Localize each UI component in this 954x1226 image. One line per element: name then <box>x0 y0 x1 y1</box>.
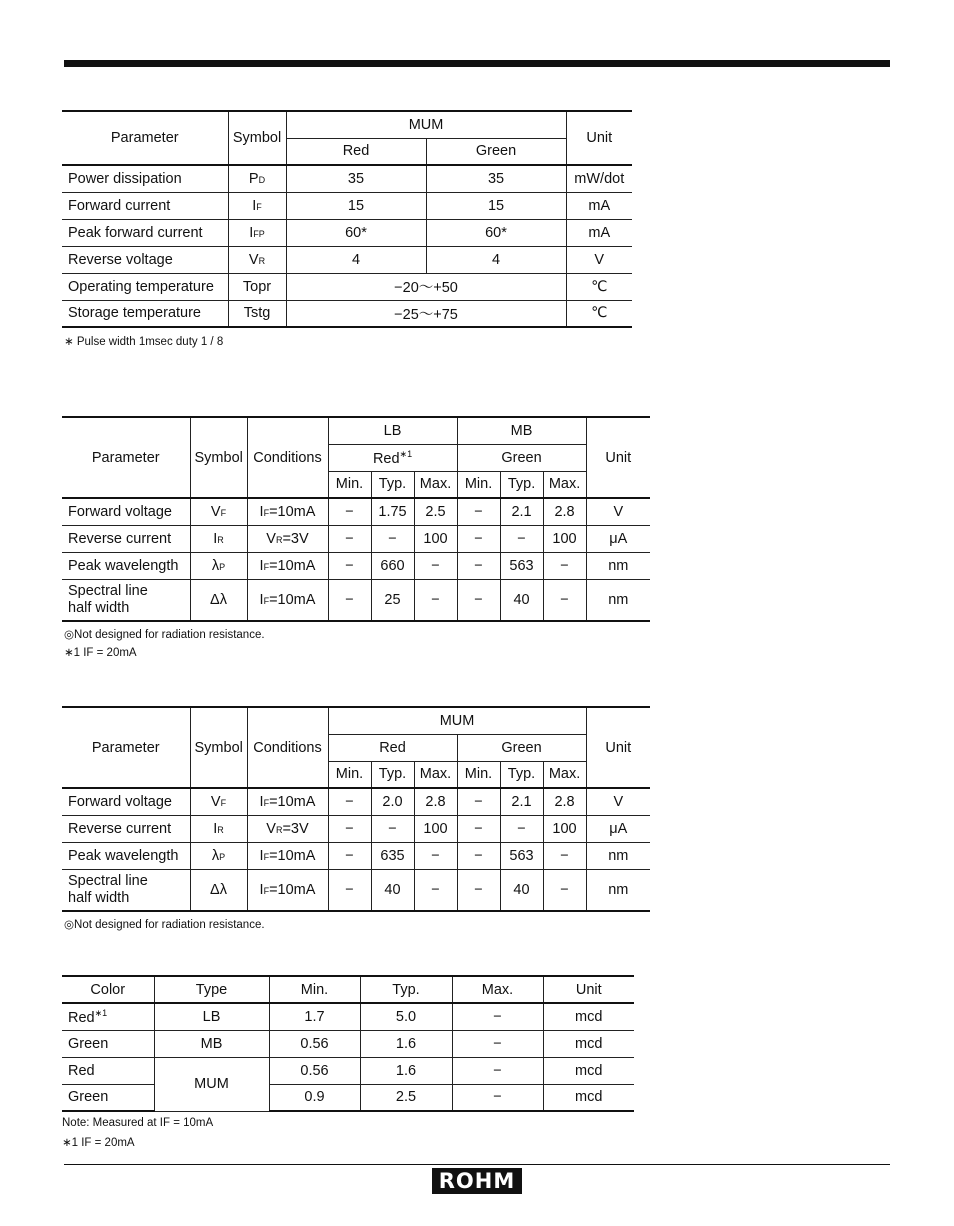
table-row <box>62 1057 634 1084</box>
range-cell: −20〜+50 <box>286 273 566 300</box>
value-cell: − <box>371 525 414 552</box>
col-header-green: Green <box>426 138 566 165</box>
min-cell: 1.7 <box>269 1003 360 1030</box>
footnote-if: ∗1 IF = 20mA <box>62 1137 135 1149</box>
condition-cell <box>247 842 328 869</box>
symbol-subscript: F <box>220 507 227 518</box>
condition-base: I <box>259 591 264 608</box>
color-cell <box>62 1057 154 1084</box>
value-cell: − <box>328 525 371 552</box>
value-cell: − <box>500 815 543 842</box>
parameter-cell: Forward current <box>62 192 228 219</box>
symbol-base: Δλ <box>210 591 227 608</box>
value-cell: 100 <box>414 525 457 552</box>
value-cell: 2.8 <box>414 788 457 815</box>
radiation-note: ◎Not designed for radiation resistance. <box>64 919 265 931</box>
value-cell: − <box>500 525 543 552</box>
value-cell-green: 15 <box>426 192 566 219</box>
condition-subscript: F <box>263 851 270 862</box>
col-header-unit: Unit <box>543 976 634 1003</box>
condition-cell <box>247 815 328 842</box>
symbol-subscript: F <box>256 201 262 212</box>
unit-cell: ℃ <box>566 273 632 300</box>
min-cell: 0.56 <box>269 1057 360 1084</box>
symbol-base: I <box>249 224 254 241</box>
color-label: Red <box>68 1009 95 1026</box>
footnote-if: ∗1 IF = 20mA <box>64 647 137 659</box>
pulse-note: ∗ Pulse width 1msec duty 1 / 8 <box>64 336 224 348</box>
col-header-unit: Unit <box>566 111 632 165</box>
unit-cell: nm <box>586 579 650 621</box>
symbol-cell <box>228 300 286 327</box>
symbol-subscript: P <box>219 851 226 862</box>
unit-cell: nm <box>586 869 650 911</box>
typ-cell: 1.6 <box>360 1057 452 1084</box>
symbol-cell <box>190 525 247 552</box>
value-cell: − <box>371 815 414 842</box>
col-header-unit: Unit <box>586 417 650 498</box>
col-header-red: Red <box>328 734 457 761</box>
symbol-cell <box>190 869 247 911</box>
col-header-red: Red$^{∗1}$ <box>328 444 457 471</box>
condition-subscript: F <box>263 595 270 606</box>
condition-value: =3V <box>282 530 309 547</box>
table-row <box>62 552 650 579</box>
col-header-symbol: Symbol <box>190 707 247 788</box>
col-header-min: Min. <box>457 471 500 498</box>
table-row <box>62 219 632 246</box>
value-cell: − <box>457 498 500 525</box>
col-header-parameter: Parameter <box>62 111 228 165</box>
parameter-line: Reverse current <box>68 820 172 837</box>
table-row <box>62 525 650 552</box>
col-header-type: Type <box>154 976 269 1003</box>
unit-cell: μA <box>586 815 650 842</box>
table-row <box>62 579 650 621</box>
value-cell: − <box>328 552 371 579</box>
condition-base: I <box>259 793 264 810</box>
table-row <box>62 273 632 300</box>
value-cell: 100 <box>543 815 586 842</box>
condition-subscript: F <box>263 507 270 518</box>
col-header-min: Min. <box>328 761 371 788</box>
symbol-cell <box>190 498 247 525</box>
symbol-subscript: R <box>258 255 266 266</box>
symbol-cell <box>228 219 286 246</box>
condition-value: =10mA <box>269 557 316 574</box>
condition-subscript: R <box>275 534 283 545</box>
col-header-conditions: Conditions <box>247 707 328 788</box>
col-header-typ: Typ. <box>371 761 414 788</box>
electrical-characteristics-lb-mb-table <box>62 416 650 622</box>
symbol-cell <box>190 579 247 621</box>
parameter-cell: Reverse voltage <box>62 246 228 273</box>
unit-cell: mA <box>566 219 632 246</box>
condition-cell <box>247 498 328 525</box>
parameter-line: Forward voltage <box>68 503 172 520</box>
symbol-subscript: F <box>220 797 227 808</box>
footnote-mark: ∗1 <box>399 448 413 459</box>
table-row <box>62 815 650 842</box>
condition-cell <box>247 788 328 815</box>
condition-subscript: F <box>263 561 270 572</box>
parameter-cell: Storage temperature <box>62 300 228 327</box>
col-header-conditions: Conditions <box>247 417 328 498</box>
symbol-cell <box>190 788 247 815</box>
col-header-parameter: Parameter <box>62 707 190 788</box>
col-header-max: Max. <box>543 471 586 498</box>
value-cell-red: 35 <box>286 165 426 192</box>
table-row <box>62 165 632 192</box>
parameter-cell <box>62 498 190 525</box>
value-cell: 100 <box>414 815 457 842</box>
condition-value: =3V <box>282 820 309 837</box>
unit-cell: mW/dot <box>566 165 632 192</box>
condition-cell <box>247 552 328 579</box>
parameter-line: Spectral line <box>68 872 148 889</box>
value-cell: − <box>457 869 500 911</box>
range-cell: −25〜+75 <box>286 300 566 327</box>
symbol-base: I <box>213 530 218 547</box>
unit-cell: ℃ <box>566 300 632 327</box>
value-cell: 2.1 <box>500 498 543 525</box>
value-cell: − <box>328 869 371 911</box>
col-header-color: Color <box>62 976 154 1003</box>
parameter-cell <box>62 579 190 621</box>
symbol-subscript: P <box>219 561 226 572</box>
unit-cell: μA <box>586 525 650 552</box>
condition-base: I <box>259 847 264 864</box>
table-row <box>62 1084 634 1111</box>
value-cell: 2.8 <box>543 788 586 815</box>
value-cell: − <box>457 579 500 621</box>
value-cell: − <box>328 579 371 621</box>
type-cell: LB <box>154 1003 269 1030</box>
table-row <box>62 192 632 219</box>
color-cell <box>62 1003 154 1030</box>
col-header-typ: Typ. <box>371 471 414 498</box>
col-header-min: Min. <box>328 471 371 498</box>
condition-value: =10mA <box>269 847 316 864</box>
typ-cell: 1.6 <box>360 1030 452 1057</box>
symbol-subscript: R <box>217 824 224 835</box>
value-cell: 25 <box>371 579 414 621</box>
value-cell: 100 <box>543 525 586 552</box>
unit-cell: mcd <box>543 1084 634 1111</box>
value-cell: 563 <box>500 842 543 869</box>
parameter-cell <box>62 815 190 842</box>
parameter-line: Peak wavelength <box>68 847 179 864</box>
unit-cell: V <box>566 246 632 273</box>
col-header-max: Max. <box>414 761 457 788</box>
value-cell-red: 4 <box>286 246 426 273</box>
symbol-base: λ <box>211 847 220 864</box>
value-cell: 1.75 <box>371 498 414 525</box>
value-cell: − <box>328 842 371 869</box>
condition-cell <box>247 579 328 621</box>
col-header-typ: Typ. <box>500 471 543 498</box>
col-header-min: Min. <box>269 976 360 1003</box>
condition-value: =10mA <box>269 881 316 898</box>
max-cell: − <box>452 1030 543 1057</box>
table-row <box>62 869 650 911</box>
parameter-cell <box>62 552 190 579</box>
parameter-cell <box>62 525 190 552</box>
col-header-symbol: Symbol <box>190 417 247 498</box>
condition-subscript: F <box>263 797 270 808</box>
col-header-mum: MUM <box>328 707 586 734</box>
absolute-maximum-ratings-table <box>62 110 632 328</box>
symbol-base: V <box>210 793 221 810</box>
parameter-line: half width <box>68 889 130 906</box>
col-header-unit: Unit <box>586 707 650 788</box>
rohm-logo: ROHM <box>432 1168 522 1194</box>
value-cell: − <box>543 579 586 621</box>
table-row <box>62 842 650 869</box>
col-header-min: Min. <box>457 761 500 788</box>
value-cell-green: 60* <box>426 219 566 246</box>
condition-base: I <box>259 503 264 520</box>
symbol-subscript: R <box>217 534 224 545</box>
condition-subscript: F <box>263 885 270 896</box>
symbol-cell <box>190 815 247 842</box>
parameter-line: Forward voltage <box>68 793 172 810</box>
col-header-typ: Typ. <box>500 761 543 788</box>
value-cell: − <box>457 842 500 869</box>
value-cell: − <box>543 842 586 869</box>
value-cell: − <box>414 842 457 869</box>
value-cell: − <box>414 579 457 621</box>
parameter-cell <box>62 869 190 911</box>
color-cell <box>62 1084 154 1111</box>
condition-value: =10mA <box>269 503 316 520</box>
symbol-base: V <box>210 503 221 520</box>
value-cell-red: 60* <box>286 219 426 246</box>
header-rule <box>64 60 890 67</box>
radiation-note: ◎Not designed for radiation resistance. <box>64 629 265 641</box>
condition-base: I <box>259 881 264 898</box>
max-cell: − <box>452 1084 543 1111</box>
parameter-cell: Operating temperature <box>62 273 228 300</box>
symbol-base: Tstg <box>243 305 271 322</box>
col-header-green: Green <box>457 444 586 471</box>
unit-cell: nm <box>586 552 650 579</box>
value-cell: 635 <box>371 842 414 869</box>
value-cell: 2.1 <box>500 788 543 815</box>
value-cell: 40 <box>500 579 543 621</box>
symbol-base: V <box>248 251 259 268</box>
col-header-red: Red <box>286 138 426 165</box>
condition-base: V <box>266 530 276 547</box>
parameter-cell <box>62 842 190 869</box>
value-cell: 2.8 <box>543 498 586 525</box>
symbol-base: P <box>248 170 259 187</box>
col-header-typ: Typ. <box>360 976 452 1003</box>
condition-cell <box>247 869 328 911</box>
type-cell: MB <box>154 1030 269 1057</box>
symbol-base: I <box>213 820 218 837</box>
col-header-lb: LB <box>328 417 457 444</box>
symbol-subscript: D <box>258 174 266 185</box>
value-cell: − <box>543 552 586 579</box>
symbol-cell <box>228 273 286 300</box>
unit-cell: V <box>586 498 650 525</box>
table-row <box>62 300 632 327</box>
parameter-line: Peak wavelength <box>68 557 179 574</box>
value-cell-green: 35 <box>426 165 566 192</box>
table-row <box>62 788 650 815</box>
electrical-characteristics-mum-table <box>62 706 650 912</box>
symbol-base: I <box>252 197 257 214</box>
measurement-note: Note: Measured at IF = 10mA <box>62 1117 214 1129</box>
condition-subscript: R <box>275 824 283 835</box>
value-cell: 660 <box>371 552 414 579</box>
value-cell: − <box>457 525 500 552</box>
condition-value: =10mA <box>269 793 316 810</box>
parameter-cell <box>62 788 190 815</box>
value-cell: − <box>543 869 586 911</box>
parameter-line: half width <box>68 599 130 616</box>
col-header-parameter: Parameter <box>62 417 190 498</box>
value-cell: − <box>328 815 371 842</box>
col-header-max: Max. <box>452 976 543 1003</box>
symbol-cell <box>228 246 286 273</box>
value-cell-red: 15 <box>286 192 426 219</box>
symbol-cell <box>190 842 247 869</box>
value-cell-green: 4 <box>426 246 566 273</box>
max-cell: − <box>452 1003 543 1030</box>
condition-base: V <box>266 820 276 837</box>
typ-cell: 2.5 <box>360 1084 452 1111</box>
min-cell: 0.9 <box>269 1084 360 1111</box>
max-cell: − <box>452 1057 543 1084</box>
type-cell: MUM <box>154 1057 269 1111</box>
unit-cell: mA <box>566 192 632 219</box>
value-cell: − <box>414 552 457 579</box>
value-cell: 40 <box>500 869 543 911</box>
footnote-mark: ∗1 <box>94 1007 108 1018</box>
symbol-base: Topr <box>242 278 272 295</box>
unit-cell: mcd <box>543 1030 634 1057</box>
typ-cell: 5.0 <box>360 1003 452 1030</box>
color-label: Red <box>68 1062 95 1079</box>
table-row <box>62 246 632 273</box>
value-cell: − <box>457 552 500 579</box>
symbol-base: Δλ <box>210 881 227 898</box>
footer-rule <box>64 1164 890 1165</box>
value-cell: − <box>328 498 371 525</box>
col-header-mum: MUM <box>286 111 566 138</box>
col-header-symbol: Symbol <box>228 111 286 165</box>
value-cell: − <box>414 869 457 911</box>
value-cell: 2.5 <box>414 498 457 525</box>
parameter-line: Reverse current <box>68 530 172 547</box>
symbol-base: λ <box>211 557 220 574</box>
col-header-max: Max. <box>414 471 457 498</box>
unit-cell: V <box>586 788 650 815</box>
condition-cell <box>247 525 328 552</box>
parameter-cell: Peak forward current <box>62 219 228 246</box>
unit-cell: mcd <box>543 1003 634 1030</box>
table-row <box>62 1003 634 1030</box>
value-cell: 40 <box>371 869 414 911</box>
condition-value: =10mA <box>269 591 316 608</box>
value-cell: − <box>457 788 500 815</box>
parameter-cell: Power dissipation <box>62 165 228 192</box>
symbol-cell <box>228 192 286 219</box>
luminous-intensity-table <box>62 975 634 1112</box>
value-cell: 2.0 <box>371 788 414 815</box>
color-label: Green <box>68 1089 109 1106</box>
table-row <box>62 1030 634 1057</box>
color-cell <box>62 1030 154 1057</box>
unit-cell: nm <box>586 842 650 869</box>
parameter-line: Spectral line <box>68 582 148 599</box>
value-cell: − <box>457 815 500 842</box>
col-header-max: Max. <box>543 761 586 788</box>
condition-base: I <box>259 557 264 574</box>
value-cell: 563 <box>500 552 543 579</box>
color-label: Green <box>68 1035 109 1052</box>
unit-cell: mcd <box>543 1057 634 1084</box>
value-cell: − <box>328 788 371 815</box>
col-header-green: Green <box>457 734 586 761</box>
symbol-cell <box>228 165 286 192</box>
min-cell: 0.56 <box>269 1030 360 1057</box>
symbol-subscript: FP <box>253 228 265 239</box>
col-header-mb: MB <box>457 417 586 444</box>
table-row <box>62 498 650 525</box>
symbol-cell <box>190 552 247 579</box>
